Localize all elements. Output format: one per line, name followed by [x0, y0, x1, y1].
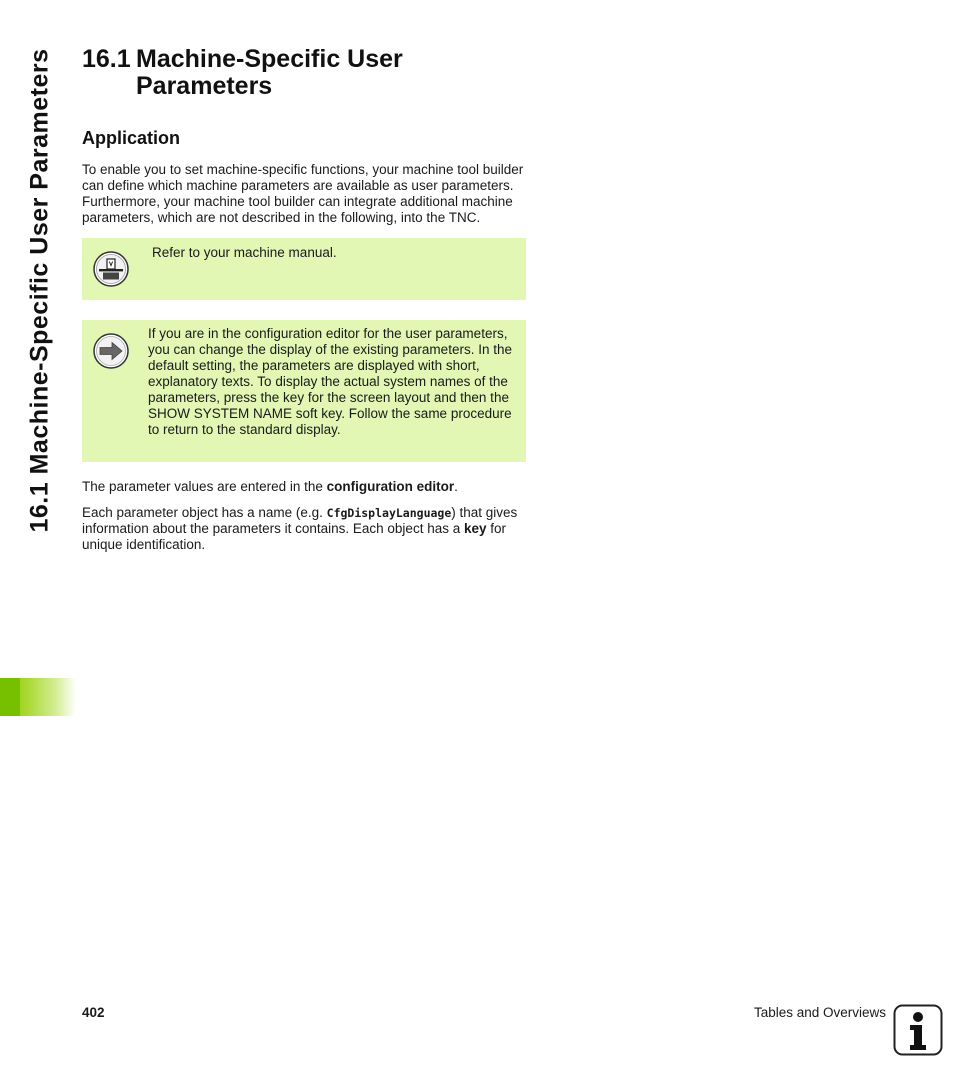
machine-manual-icon [92, 250, 130, 288]
footer-section-title: Tables and Overviews [753, 1005, 886, 1020]
tip-note-text: If you are in the configuration editor for the user parameters, you can change the display of the existing parameters. In the default setting, the parameters are displayed with short, explanatory texts. To display the actual system names of the parameters, press the key for the screen layout and then the SHOW SYSTEM NAME soft key. Follow the same procedure to return to the standard display. [148, 326, 512, 437]
side-chapter-title-text: 16.1 Machine-Specific User Parameters [25, 47, 54, 533]
config-text-after: . [454, 479, 458, 494]
tip-note [82, 320, 526, 462]
object-text-middle: ) that gives information about the parameters it contains. Each object has a [82, 505, 518, 536]
chapter-tab-marker-edge [0, 678, 20, 716]
heading-title: Machine-Specific User Parameters [136, 45, 403, 100]
intro-paragraph: To enable you to set machine-specific functions, your machine tool builder can define which machine parameters are available as user parameters. Furthermore, your machine tool builder can integrate additional machine parameters, which are not described in the following, into the TNC. [82, 162, 524, 225]
config-editor-term: configuration editor [326, 479, 455, 494]
side-chapter-title [20, 47, 60, 533]
page-number: 402 [82, 1005, 105, 1020]
heading-number: 16.1 [82, 45, 131, 73]
machine-manual-note-text: Refer to your machine manual. [152, 245, 337, 260]
section-heading: Application [82, 128, 180, 148]
config-editor-paragraph [82, 479, 526, 495]
object-text-after: for unique identification. [82, 521, 507, 552]
object-text-before: Each parameter object has a name (e.g. [82, 505, 327, 520]
page-heading [82, 46, 526, 100]
key-term: key [463, 521, 487, 536]
main-content [82, 46, 526, 553]
arrow-right-icon [92, 332, 130, 370]
machine-manual-note [82, 238, 526, 300]
parameter-object-paragraph [82, 505, 526, 553]
info-icon [893, 1004, 943, 1056]
config-text-before: The parameter values are entered in the [82, 479, 327, 494]
object-name-code: CfgDisplayLanguage [326, 506, 452, 520]
